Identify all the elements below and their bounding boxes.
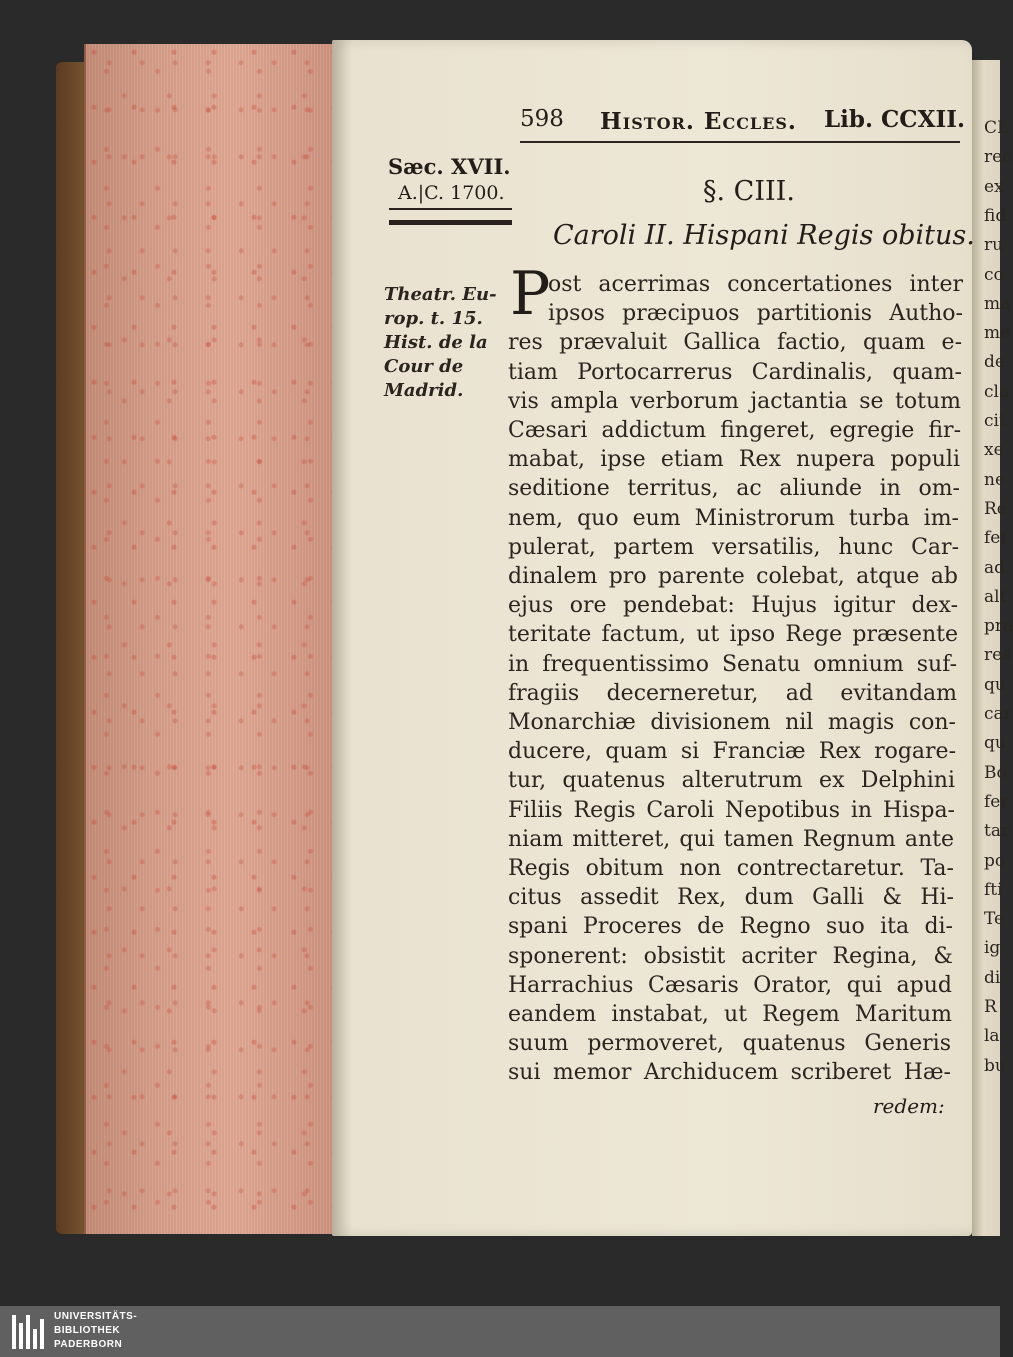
library-name-line: UNIVERSITÄTS- [54,1311,138,1322]
next-page-fragment: fid [984,205,1007,226]
book-number: Lib. CCXII. [824,106,965,133]
text-line: ducere, quam si Franciæ Rex rogare- [508,739,956,765]
text-line: dinalem pro parente colebat, atque ab [508,564,958,589]
next-page-fragment: di [984,967,1001,988]
library-name-line: BIBLIOTHEK [54,1325,121,1336]
text-line: sponerent: obsistit acriter Regina, & [508,943,953,969]
next-page-fragment: xe [984,440,1004,461]
next-page-fragment: alt [984,586,1007,607]
next-page-fragment: de [984,352,1005,373]
text-line: eandem instabat, ut Regem Maritum [508,1002,952,1027]
next-page-fragment: R [984,997,997,1017]
next-page-fragment: ne [984,469,1006,490]
next-page-fragment: fti [984,879,1003,900]
next-page-fragment: Bo [984,762,1007,783]
text-line: niam mitteret, qui tamen Regnum ante [508,826,954,852]
text-line: Filiis Regis Caroli Nepotibus in Hispa- [508,797,955,823]
next-page-fragment: la [984,1026,1000,1047]
section-number: §. CIII. [703,176,795,207]
text-line: spani Proceres de Regno suo ita di- [508,914,953,940]
margin-source-note: rop. t. 15. [384,308,483,329]
text-line: mabat, ipse etiam Rex nupera populi [508,447,960,473]
running-head [520,106,965,138]
next-page-fragment: qu [984,674,1006,695]
margin-year: A.|C. 1700. [398,182,505,204]
text-line: tur, quatenus alterutrum ex Delphini [508,768,955,794]
running-title: Histor. Eccles. [600,108,797,135]
text-line: vis ampla verborum jactantia se totum [508,388,961,414]
next-page-fragment: co [984,264,1004,285]
next-page-fragment: qu [984,733,1006,754]
page-edge [84,44,336,1234]
catchword: redem: [873,1094,945,1118]
next-page-fragment: cla [984,381,1010,402]
next-page-fragment: me [984,323,1011,344]
edge-speckle [86,44,336,1234]
text-line: res prævaluit Gallica factio, quam e- [508,330,962,356]
next-page-fragment: ex [984,176,1004,197]
next-page-fragment: ma [984,293,1011,314]
margin-source-note: Cour de [384,356,464,377]
text-line: Harrachius Cæsaris Orator, qui apud [508,972,952,998]
next-page-fragment: fef [984,528,1007,549]
text-line: ejus ore pendebat: Hujus igitur dex- [508,593,958,619]
next-page-fragment: ig [984,938,1001,959]
margin-source-note: Madrid. [384,380,464,401]
text-line: in frequentissimo Senatu omnium suf- [508,651,957,677]
next-page-fragment: CL [984,118,1009,138]
text-line: ipsos præcipuos partitionis Autho- [548,301,963,327]
text-line: pulerat, partem versatilis, hunc Car- [508,534,959,560]
next-page-fragment: Re [984,498,1007,519]
text-line: Monarchiæ divisionem nil magis con- [508,710,956,735]
next-page-fragment: Te [984,909,1005,930]
next-page-fragment: bu [984,1055,1006,1076]
next-page-fragment: po [984,850,1006,871]
library-footer [0,1306,1000,1357]
margin-rule-thick [389,220,512,225]
next-page-fragment: ru [984,235,1004,256]
text-line: teritate factum, ut ipso Rege præsente [508,622,958,648]
next-page-fragment: tar [984,821,1010,842]
text-line: Regis obitum non contrectaretur. Ta- [508,856,954,881]
margin-saeculum: Sæc. XVII. [388,154,511,179]
next-page-edge [972,60,1013,1236]
text-line: nem, quo eum Ministrorum turba im- [508,505,959,531]
drop-cap: P [510,259,551,329]
section-title: Caroli II. Hispani Regis obitus. [553,220,975,251]
next-page-fragment: pra [984,616,1013,637]
text-line: citus assedit Rex, dum Galli & Hi- [508,885,954,911]
margin-source-note: Hist. de la [384,332,488,353]
margin-source-note: Theatr. Eu- [384,284,497,305]
text-line: suum permoveret, quatenus Generis [508,1031,951,1057]
text-line: sui memor Archiducem scriberet Hæ- [508,1060,951,1086]
next-page-fragment: cit [984,411,1006,431]
next-page-fragment: rec [984,147,1012,168]
header-rule [520,141,960,143]
text-line: tiam Portocarrerus Cardinalis, quam- [508,359,962,385]
next-page-fragment: ad [984,557,1006,578]
next-page-fragment: car [984,704,1012,724]
library-name-line: PADERBORN [54,1339,123,1350]
page-number: 598 [520,106,564,132]
margin-rule [389,208,512,210]
text-line: fragiis decerneretur, ad evitandam [508,680,957,706]
text-line: seditione territus, ac aliunde in om- [508,476,960,502]
next-page-fragment: fer [984,791,1009,812]
library-logo-icon [12,1315,48,1349]
next-page-fragment: res [984,645,1011,666]
text-line: ost acerrimas concertationes inter [548,272,963,297]
text-line: Cæsari addictum fingeret, egregie fir- [508,418,961,443]
